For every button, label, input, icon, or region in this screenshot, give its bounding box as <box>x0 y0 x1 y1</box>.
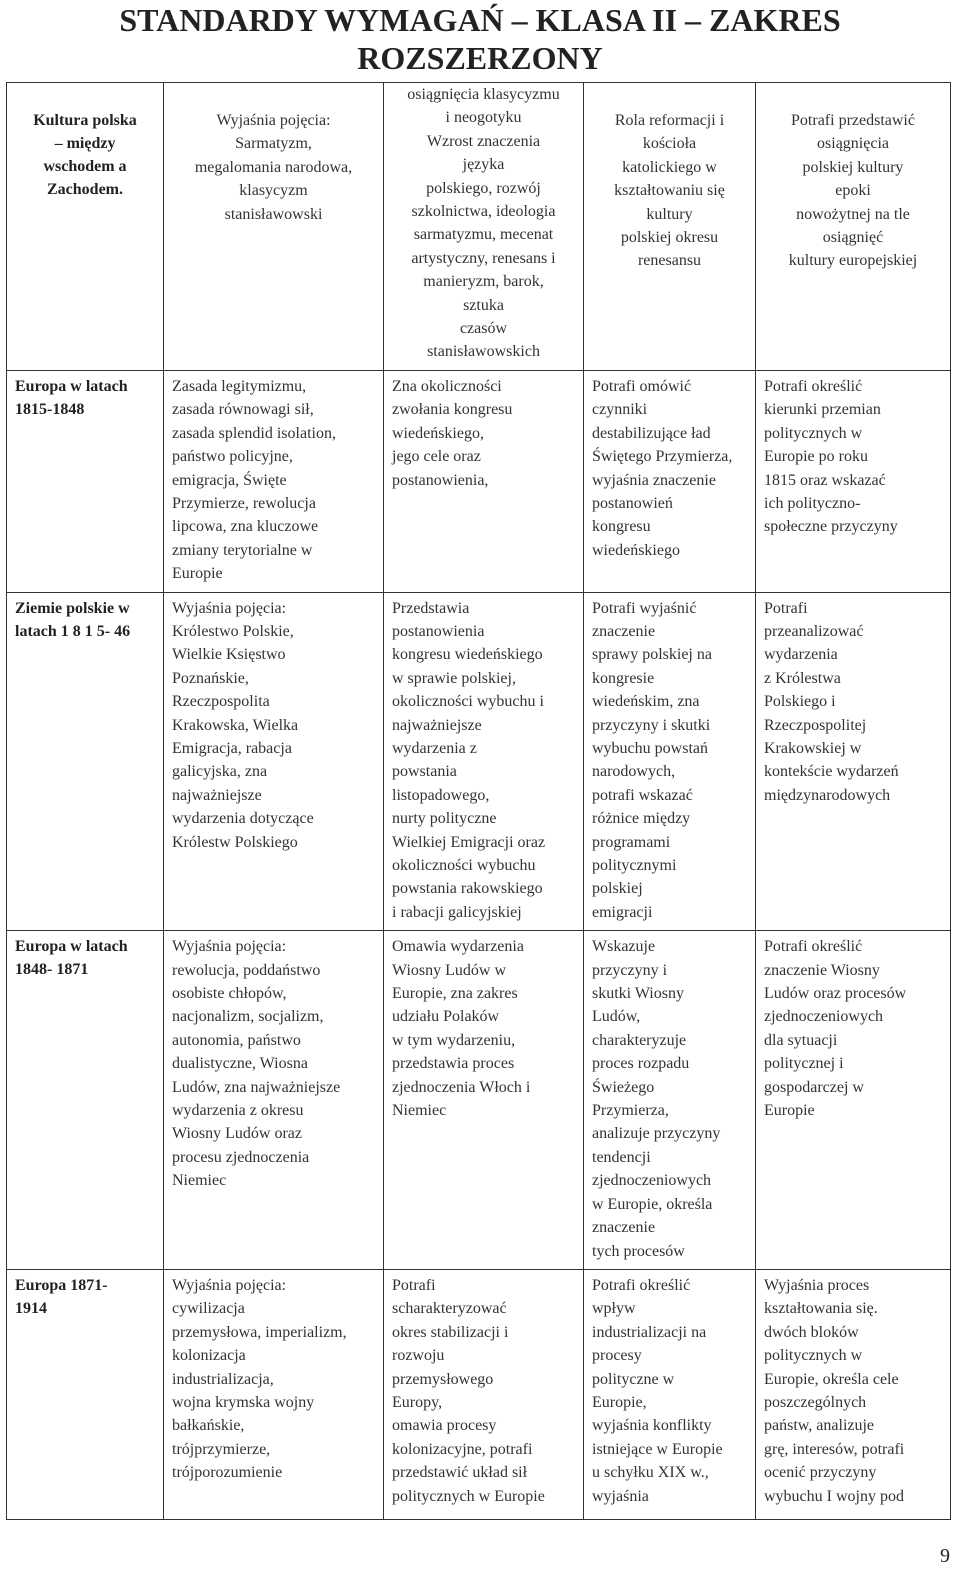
skills-basic-text: Wskazuje przyczyny i skutki Wiosny Ludów, charakteryzuje proces rozpadu Świeżego Przymierza, analizuje przyczyny tendencji zjednoczeniowych w Europie, określa znaczenie tych procesów <box>592 938 721 1260</box>
skills-extended-cell <box>756 592 951 931</box>
skills-basic-cell <box>584 370 756 592</box>
concepts-cell <box>164 1269 384 1519</box>
skills-extended-text: Potrafi przeanalizować wydarzenia z Królestwa Polskiego i Rzeczpospolitej Krakowskiej w kontekście wydarzeń międzynarodowych <box>764 599 899 804</box>
skills-basic-text: Potrafi wyjaśnić znaczenie sprawy polskiej na kongresie wiedeńskim, zna przyczyny i skutki wybuchu powstań narodowych, potrafi wskazać różnice między programami politycznymi polskiej emigracji <box>592 599 712 921</box>
page-title-line-2: ROZSZERZONY <box>357 40 603 76</box>
knowledge-cell <box>384 83 584 371</box>
topic-label: Kultura polska – między wschodem a Zachodem. <box>33 112 137 198</box>
concepts-cell <box>164 370 384 592</box>
skills-basic-cell <box>584 592 756 931</box>
topic-cell <box>7 1269 164 1519</box>
topic-label: Europa 1871- 1914 <box>15 1276 108 1317</box>
knowledge-cell <box>384 592 584 931</box>
skills-basic-cell <box>584 1269 756 1519</box>
knowledge-text: Zna okoliczności zwołania kongresu wiedeńskiego, jego cele oraz postanowienia, <box>392 377 513 489</box>
skills-basic-cell <box>584 83 756 371</box>
table-row <box>7 931 951 1270</box>
concepts-cell <box>164 931 384 1270</box>
knowledge-text: Omawia wydarzenia Wiosny Ludów w Europie, zna zakres udziału Polaków w tym wydarzeniu, przedstawia proces zjednoczenia Włoch i Niemiec <box>392 938 531 1120</box>
topic-cell <box>7 592 164 931</box>
skills-extended-text: Potrafi przedstawić osiągnięcia polskiej kultury epoki nowożytnej na tle osiągnięć kultury europejskiej <box>788 112 918 270</box>
knowledge-text: Potrafi scharakteryzować okres stabilizacji i rozwoju przemysłowego Europy, omawia procesy kolonizacyjne, potrafi przedstawić układ sił politycznych w Europie <box>392 1276 545 1505</box>
page-number: 9 <box>940 1545 950 1567</box>
topic-cell <box>7 931 164 1270</box>
concepts-text: Wyjaśnia pojęcia: rewolucja, poddaństwo osobiste chłopów, nacjonalizm, socjalizm, autonomia, państwo dualistyczne, Wiosna Ludów, zna najważniejsze wydarzenia z okresu Wiosny Ludów oraz procesu zjednoczenia Niemiec <box>172 938 341 1190</box>
skills-extended-text: Wyjaśnia proces kształtowania się. dwóch bloków politycznych w Europie, określa cele poszczególnych państw, analizuje grę, interesów, potrafi ocenić przyczyny wybuchu I wojny pod <box>764 1276 905 1505</box>
topic-label: Europa w latach 1848- 1871 <box>15 938 128 979</box>
knowledge-text: osiągnięcia klasycyzmu i neogotyku Wzrost znaczenia języka polskiego, rozwój szkolnictwa, ideologia sarmatyzmu, mecenat artystyczny, renesans i manieryzm, barok, sztuka czasów stanisławowskich <box>407 86 560 361</box>
concepts-text: Zasada legitymizmu, zasada równowagi sił, zasada splendid isolation, państwo policyjne, emigracja, Święte Przymierze, rewolucja lipcowa, zna kluczowe zmiany terytorialne w Europie <box>172 377 336 583</box>
topic-label: Europa w latach 1815-1848 <box>15 377 128 418</box>
skills-extended-text: Potrafi określić kierunki przemian politycznych w Europie po roku 1815 oraz wskazać ich polityczno- społeczne przyczyny <box>764 377 898 536</box>
table-row <box>7 592 951 931</box>
skills-basic-text: Rola reformacji i kościoła katolickiego w kształtowaniu się kultury polskiej okresu renesansu <box>614 112 725 270</box>
skills-basic-text: Potrafi omówić czynniki destabilizujące ład Świętego Przymierza, wyjaśnia znaczenie postanowień kongresu wiedeńskiego <box>592 377 733 559</box>
knowledge-cell <box>384 931 584 1270</box>
knowledge-cell <box>384 370 584 592</box>
skills-extended-text: Potrafi określić znaczenie Wiosny Ludów oraz procesów zjednoczeniowych dla sytuacji politycznej i gospodarczej w Europie <box>764 938 907 1120</box>
page-title-line-1: STANDARDY WYMAGAŃ – KLASA II – ZAKRES <box>119 2 841 38</box>
topic-label: Ziemie polskie w latach 1 8 1 5- 46 <box>15 599 131 640</box>
concepts-text: Wyjaśnia pojęcia: Sarmatyzm, megalomania narodowa, klasycyzm stanisławowski <box>194 112 353 223</box>
concepts-cell <box>164 592 384 931</box>
topic-cell <box>7 370 164 592</box>
skills-extended-cell <box>756 931 951 1270</box>
concepts-text: Wyjaśnia pojęcia: cywilizacja przemysłowa, imperializm, kolonizacja industrializacja, wojna krymska wojny bałkańskie, trójprzymierze, trójporozumienie <box>172 1276 347 1482</box>
topic-cell <box>7 83 164 371</box>
knowledge-cell <box>384 1269 584 1519</box>
table-row <box>7 370 951 592</box>
skills-extended-cell <box>756 83 951 371</box>
table-row <box>7 83 951 371</box>
skills-extended-cell <box>756 1269 951 1519</box>
knowledge-text: Przedstawia postanowienia kongresu wiedeńskiego w sprawie polskiej, okoliczności wybuchu i najważniejsze wydarzenia z powstania listopadowego, nurty polityczne Wielkiej Emigracji oraz okoliczności wybuchu powstania rakowskiego i rabacji galicyjskiej <box>392 599 546 921</box>
skills-extended-cell <box>756 370 951 592</box>
standards-table <box>6 82 951 1520</box>
skills-basic-cell <box>584 931 756 1270</box>
table-row <box>7 1269 951 1519</box>
concepts-cell <box>164 83 384 371</box>
concepts-text: Wyjaśnia pojęcia: Królestwo Polskie, Wielkie Księstwo Poznańskie, Rzeczpospolita Krakowska, Wielka Emigracja, rabacja galicyjska, zna najważniejsze wydarzenia dotyczące Królestw Polskiego <box>172 599 314 851</box>
skills-basic-text: Potrafi określić wpływ industrializacji na procesy polityczne w Europie, wyjaśnia konflikty istniejące w Europie u schyłku XIX w., wyjaśnia <box>592 1276 723 1505</box>
